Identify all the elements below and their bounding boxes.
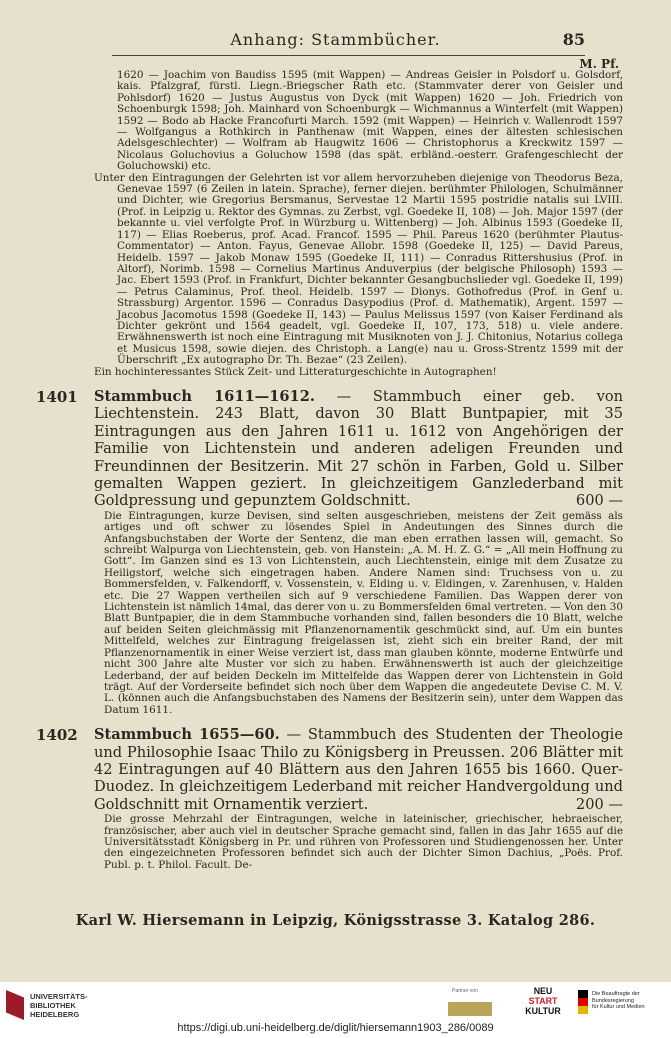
logo-line: UNIVERSITÄTS- [30, 991, 88, 1001]
bkm-logo[interactable] [578, 988, 668, 1020]
logo-line: HEIDELBERG [30, 1009, 80, 1019]
bkm-text: Die Beauftragte der Bundesregierung [592, 991, 640, 1004]
margin-note: M. Pf. [579, 57, 619, 71]
closing-remark [94, 367, 623, 378]
header-rule [112, 55, 585, 56]
continued-entry [94, 70, 623, 173]
logo-line: BIBLIOTHEK [30, 1000, 76, 1010]
catalog-entry-1402 [36, 726, 623, 871]
entry-body [94, 388, 623, 510]
library-logo-icon [6, 990, 24, 1020]
scholars-paragraph [94, 173, 623, 367]
neustart-line: NEU [533, 986, 553, 996]
entry-description: Die Eintragungen, kurze Devisen, sind selten ausgeschrieben, meistens der Zeit gemäss als artiges und oft schwer zu lösendes Spiel in Andeutungen des Sinnes durch die Anfangsbuchstaben der Worte der Sentenz, die man eben errathen lassen will, gemacht. So schreibt Walpurga von Liechtenstein, geb. von Hanstein: „A. M. H. Z. G.“ = „All mein Hoffnung zu Gott“. Im Ganzen sind es 13 von Lichtenstein, auch Liechtenstein, einige mit dem Zusatze zu Heiligstorf, welche sich eingetragen haben. Andere Namen sind: Truchsess von u. zu Bommersfelden, v. Falkendorff, v. Vossenstein, v. Elding u. v. Eldingen, v. Zarenhusen, v. Halden etc. Die 27 Wappen vertheilen sich auf 9 verschiedene Familien. Das Wappen derer von Lichtenstein ist nämlich 14mal, das derer von u. zu Bommersfelden 6mal vertreten. — Von den 30 Blatt Buntpapier, die in dem Stammbuche vorhanden sind, fallen besonders die 10 Blatt, welche auf beiden Seiten gleichmässig mit Pflanzenornamentik geschmückt sind, auf. Um ein buntes Mittelfeld, welches zur Eintragung freigelassen ist, zieht sich ein breiter Rand, der mit Pflanzenornamentik in einer Weise verziert ist, dass man glauben könnte, moderne Entwürfe und nicht 300 Jahre alte Muster vor sich zu haben. Erwähnenswerth ist auch der gleichzeitige Lederband, der auf beiden Deckeln im Mittelfelde das Wappen derer von Lichtenstein in Gold trägt. Auf der Vorderseite befindet sich noch über dem Wappen die angedeutete Devise C. M. V. L. (können auch die Anfangsbuchstaben des Namens der Besitzerin sein), unter dem Wappen das Datum 1611. [104, 509, 623, 716]
entry-heading: Stammbuch 1655—60. [94, 726, 280, 744]
page-header [0, 30, 671, 52]
entry-number: 1401 [36, 387, 78, 406]
continued-list: 1620 — Joachim von Baudiss 1595 (mit Wappen) — Andreas Geisler in Polsdorf u. Golsdorf, kais. Pfalzgraf, fürstl. Liegn.-Briegscher Rath etc. (Stammvater derer von Geisler und Pohlsdorf) 1620 — Justus Augustus von Dyck (mit Wappen) 1620 — Joh. Friedrich von Schoenburgk 1598; Joh. Mainhard von Schoenburgk — Wichmannus a Winterfelt (mit Wappen) 1592 — Bodo ab Hacke Francofurti March. 1592 (mit Wappen) — Heinrich v. Wallenrodt 1597 — Wolfgangus a Rothkirch in Panthenaw (mit Wappen, eines der ältesten schlesischen Adelsgeschlechter) — Wolfram ab Haugwitz 1606 — Christophorus a Kreckwitz 1597 — Nicolaus Goluchovius a Goluchow 1598 (das spät. erbländ.-oesterr. Grafengeschlecht der Goluchowski) etc. [117, 69, 623, 173]
catalog-entry-1401 [36, 388, 623, 716]
entry-number: 1402 [36, 726, 78, 745]
running-title: Anhang: Stammbücher. [230, 30, 441, 49]
entry-price: 600 — [575, 492, 623, 510]
page-number: 85 [562, 30, 585, 49]
neustart-line: START [528, 996, 558, 1006]
viewer-bottom-bar [0, 982, 671, 1038]
page-content [36, 69, 624, 871]
publisher-footer: Karl W. Hiersemann in Leipzig, Königsstrasse 3. Katalog 286. [75, 912, 596, 929]
entry-description: Die grosse Mehrzahl der Eintragungen, welche in lateinischer, griechischer, hebraeischer, französischer, aber auch viel in deutscher Sprache gemacht sind, fallen in das Jahr 1655 auf die Universitätsstadt Königsberg in Pr. und rühren von Professoren und Studiengenossen her. Unter den eingezeichneten Professoren befindet sich auch der Dichter Simon Dachius, „Poës. Prof. Publ. p. t. Philol. Facult. De- [104, 813, 623, 871]
neustart-line: KULTUR [525, 1006, 561, 1016]
bkm-text: für Kultur und Medien [592, 1004, 645, 1010]
page-url[interactable]: https://digi.ub.uni-heidelberg.de/diglit/hiersemann1903_286/0089 [177, 1022, 494, 1034]
federal-eagle-icon [578, 990, 588, 1014]
partner-label: Partner von [452, 988, 478, 994]
entry-price: 200 — [575, 795, 623, 813]
neustart-kultur-logo[interactable] [524, 986, 562, 1016]
library-logo[interactable] [6, 990, 88, 1020]
closing-text: Ein hochinteressantes Stück Zeit- und Litteraturgeschichte in Autographen! [94, 365, 497, 378]
partner-logo-icon[interactable] [448, 1002, 492, 1016]
entry-text: — Stammbuch einer geb. von Liechtenstein. 243 Blatt, davon 30 Blatt Buntpapier, mit 35 Eintragungen aus den Jahren 1611 u. 1612 von Angehörigen der Familie von Lichtenstein und anderen adeligen Freunden und Freundinnen der Besitzerin. Mit 27 schön in Farben, Gold u. Silber gemalten Wappen geziert. In gleichzeitigem Ganzlederband mit Goldpressung und gepunztem Goldschnitt. [94, 387, 624, 510]
entry-text: — Stammbuch des Studenten der Theologie und Philosophie Isaac Thilo zu Königsberg in Preussen. 206 Blätter mit 42 Eintragungen auf 40 Blättern aus den Jahren 1655 bis 1660. Quer-Duodez. In gleichzeitigem Lederband mit reicher Handvergoldung und Goldschnitt mit Ornamentik verziert. [94, 726, 623, 813]
scholars-text: Unter den Eintragungen der Gelehrten ist vor allem hervorzuheben diejenige von Theodorus Beza, Genevae 1597 (6 Zeilen in latein. Sprache), ferner diejen. berühmter Philologen, Schulmänner und Dichter, wie Gregorius Bersmanus, Servestae 12 Martii 1595 postridie natalis sui LVIII. (Prof. in Leipzig u. Rektor des Gymnas. zu Zerbst, vgl. Goedeke II, 108) — Joh. Major 1597 (der bekannte u. viel verfolgte Prof. in Würzburg u. Wittenberg) — Joh. Albinus 1593 (Goedeke II, 117) — Elias Roeberus, prof. Acad. Francof. 1595 — Phil. Pareus 1620 (berühmter Plautus-Commentator) — Anton. Fayus, Genevae Allobr. 1598 (Goedeke II, 125) — David Pareus, Heidelb. 1597 — Jakob Monaw 1595 (Goedeke II, 111) — Conradus Rittershusius (Prof. in Altorf), Norimb. 1598 — Cornelius Martinus Anduverpius (der belgische Philosoph) 1593 — Jac. Ebert 1593 (Prof. in Frankfurt, Dichter bekannter Gesangbuchslieder vgl. Goedeke II, 199) — Petrus Calaminus, Prof. theol. Heidelb. 1597 — Dionys. Gothofredus (Prof. in Genf u. Strassburg) Argentor. 1596 — Conradus Dasypodius (Prof. d. Mathematik), Argent. 1597 — Jacobus Jacomotus 1598 (Goedeke II, 143) — Paulus Melissus 1597 (von Kaiser Ferdinand als Dichter gekrönt und 1564 geadelt, vgl. Goedeke II, 107, 173, 518) u. viele andere. Erwähnenswerth ist noch eine Eintragung mit Musiknoten von J. J. Chitonius, Notarius collega et Musicus 1598, sowie diejen. des Christoph. a Lang(e) nau u. Gross-Strentz 1599 mit der Überschrift „Ex autographo Dr. Th. Bezae“ (23 Zeilen). [94, 171, 623, 367]
entry-heading: Stammbuch 1611—1612. [94, 387, 315, 405]
